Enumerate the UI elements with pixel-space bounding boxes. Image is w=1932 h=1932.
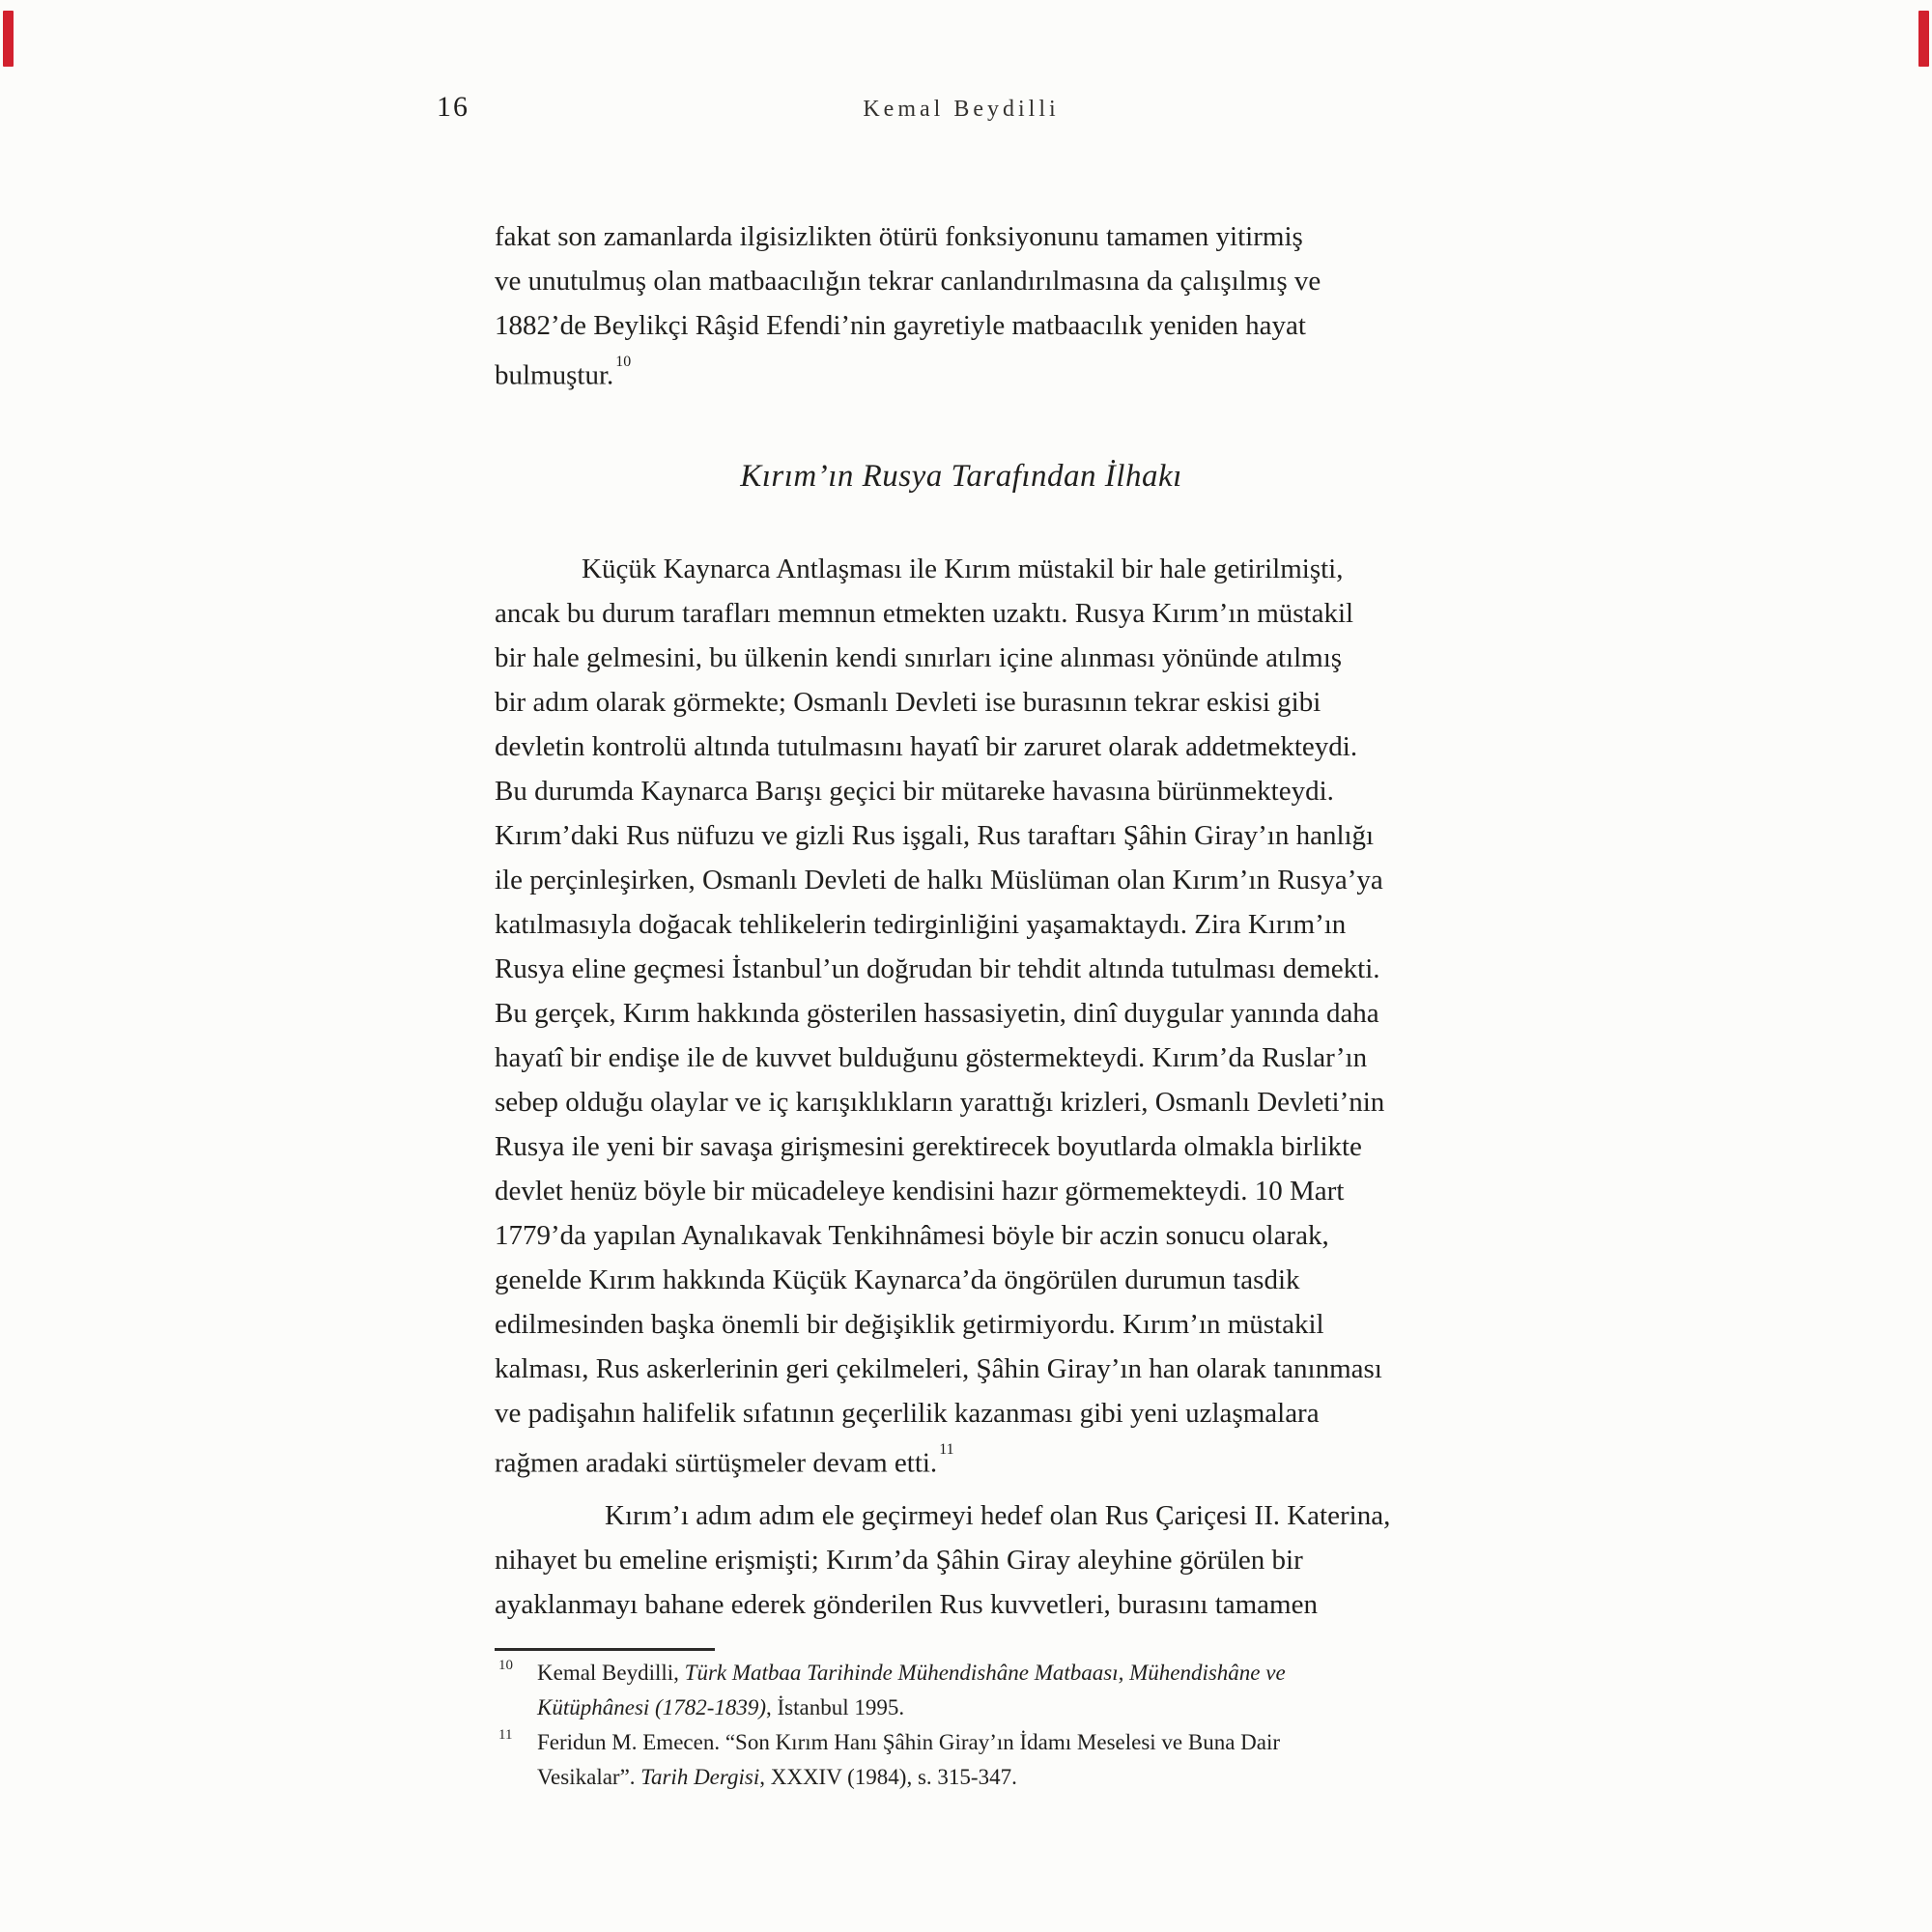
- footnote-italic-run: Türk Matbaa Tarihinde Mühendishâne Matbaası, Mühendishâne ve: [684, 1661, 1286, 1685]
- footnote-italic-run: Tarih Dergisi: [640, 1765, 760, 1789]
- text-line: Bu gerçek, Kırım hakkında gösterilen hassasiyetin, dinî duygular yanında daha: [495, 998, 1379, 1029]
- footnote-ref: 11: [939, 1441, 954, 1459]
- text-line: Rusya ile yeni bir savaşa girişmesini gerektirecek boyutlarda olmakla birlikte: [495, 1131, 1362, 1162]
- text-line: ile perçinleşirken, Osmanlı Devleti de halkı Müslüman olan Kırım’ın Rusya’ya: [495, 865, 1383, 895]
- footnote-line: [537, 1760, 1428, 1795]
- main-paragraph: [495, 547, 1428, 1480]
- text-line: Rusya eline geçmesi İstanbul’un doğrudan bir tehdit altında tutulması demekti.: [495, 953, 1380, 984]
- footnote-list: [495, 1656, 1428, 1795]
- footnote-number: 11: [498, 1727, 513, 1743]
- text-line: ve unutulmuş olan matbaacılığın tekrar canlandırılmasına da çalışılmış ve: [495, 266, 1321, 297]
- page-number: 16: [437, 91, 469, 123]
- text-line: devletin kontrolü altında tutulmasını hayatî bir zaruret olarak addetmekteydi.: [495, 731, 1358, 762]
- text-line: Küçük Kaynarca Antlaşması ile Kırım müstakil bir hale getirilmişti,: [582, 554, 1344, 584]
- running-header: Kemal Beydilli: [863, 97, 1060, 122]
- text-line: sebep olduğu olaylar ve iç karışıklıkların yarattığı krizleri, Osmanlı Devleti’nin: [495, 1087, 1385, 1118]
- text-line: katılmasıyla doğacak tehlikelerin tedirginliğini yaşamaktaydı. Zira Kırım’ın: [495, 909, 1347, 940]
- text-line: 1882’de Beylikçi Râşid Efendi’nin gayretiyle matbaacılık yeniden hayat: [495, 310, 1306, 341]
- red-edge-mark-left: [3, 11, 14, 67]
- text-line: hayatî bir endişe ile de kuvvet bulduğunu göstermekteydi. Kırım’da Ruslar’ın: [495, 1042, 1368, 1073]
- text-line: rağmen aradaki sürtüşmeler devam etti. $^{11}$: [495, 1441, 954, 1479]
- footnote-text: [537, 1725, 1428, 1795]
- footnote-run: , XXXIV (1984), s. 315-347.: [759, 1765, 1017, 1789]
- footnote-run: Feridun M. Emecen. “Son Kırım Hanı Şâhin Giray’ın İdamı Meselesi ve Buna Dair: [537, 1730, 1281, 1754]
- text-line: fakat son zamanlarda ilgisizlikten ötürü fonksiyonunu tamamen yitirmiş: [495, 221, 1303, 252]
- footnote-run: Vesikalar”.: [537, 1765, 641, 1789]
- footnote-line: [537, 1725, 1428, 1760]
- text-line: devlet henüz böyle bir mücadeleye kendisini hazır görmemekteydi. 10 Mart: [495, 1176, 1345, 1207]
- footnote-rule: [495, 1648, 715, 1651]
- red-edge-mark-right: [1918, 11, 1929, 67]
- text-line: genelde Kırım hakkında Küçük Kaynarca’da öngörülen durumun tasdik: [495, 1264, 1300, 1295]
- text-line: bulmuştur. $^{10}$: [495, 354, 632, 391]
- footnote-number: 10: [498, 1658, 513, 1673]
- text-line: edilmesinden başka önemli bir değişiklik getirmiyordu. Kırım’ın müstakil: [495, 1309, 1324, 1340]
- text-line: nihayet bu emeline erişmişti; Kırım’da Şâhin Giray aleyhine görülen bir: [495, 1545, 1303, 1576]
- footnote-item: [495, 1656, 1428, 1725]
- text-line: Kırım’ı adım adım ele geçirmeyi hedef olan Rus Çariçesi II. Katerina,: [605, 1500, 1391, 1531]
- footnote-line: [537, 1690, 1428, 1725]
- footnote-text: [537, 1656, 1428, 1725]
- text-line: ancak bu durum tarafları memnun etmekten uzaktı. Rusya Kırım’ın müstakil: [495, 598, 1354, 629]
- section-heading: Kırım’ın Rusya Tarafından İlhakı: [740, 459, 1182, 494]
- text-line: Bu durumda Kaynarca Barışı geçici bir mütareke havasına bürünmekteydi.: [495, 776, 1334, 807]
- footnote-item: [495, 1725, 1428, 1795]
- text-line: bir hale gelmesini, bu ülkenin kendi sınırları içine alınması yönünde atılmış: [495, 642, 1343, 673]
- text-line: ayaklanmayı bahane ederek gönderilen Rus kuvvetleri, burasını tamamen: [495, 1589, 1318, 1620]
- closing-paragraph: [495, 1493, 1428, 1627]
- text-line: Kırım’daki Rus nüfuzu ve gizli Rus işgali, Rus taraftarı Şâhin Giray’ın hanlığı: [495, 820, 1375, 851]
- text-line: 1779’da yapılan Aynalıkavak Tenkihnâmesi böyle bir aczin sonucu olarak,: [495, 1220, 1329, 1251]
- footnote-italic-run: Kütüphânesi (1782-1839): [537, 1695, 767, 1719]
- text-line: kalması, Rus askerlerinin geri çekilmeleri, Şâhin Giray’ın han olarak tanınması: [495, 1353, 1382, 1384]
- footnote-ref: 10: [615, 354, 632, 371]
- footnote-line: [537, 1656, 1428, 1690]
- text-line: ve padişahın halifelik sıfatının geçerlilik kazanması gibi yeni uzlaşmalara: [495, 1398, 1320, 1429]
- text-line: bir adım olarak görmekte; Osmanlı Devleti ise burasının tekrar eskisi gibi: [495, 687, 1321, 718]
- footnote-run: , İstanbul 1995.: [766, 1695, 905, 1719]
- footnote-run: Kemal Beydilli,: [537, 1661, 685, 1685]
- intro-paragraph: [495, 214, 1428, 392]
